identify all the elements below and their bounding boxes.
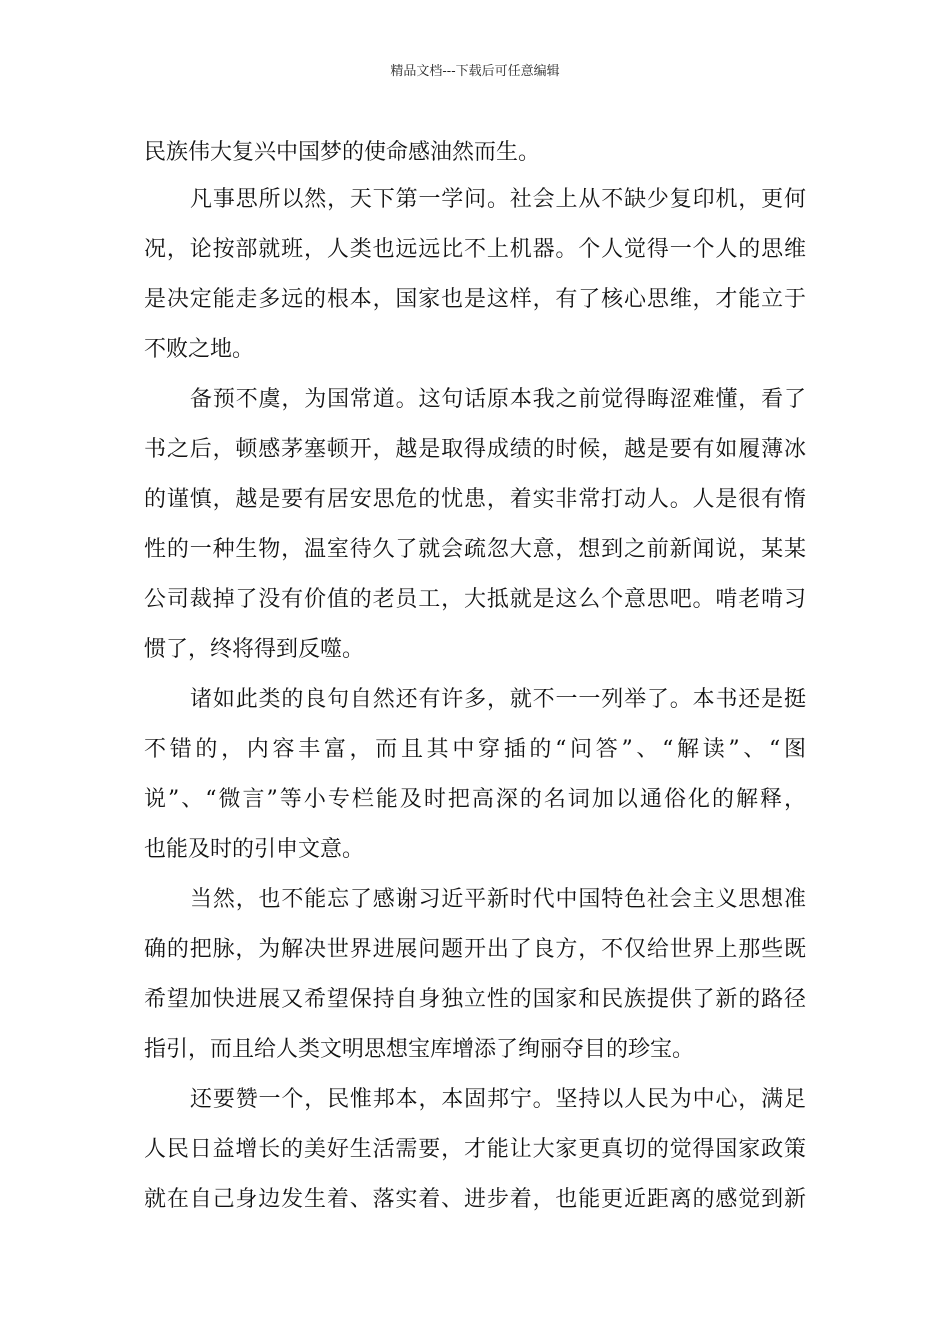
text-line: 说”、“微言”等小专栏能及时把高深的名词加以通俗化的解释， xyxy=(144,787,806,812)
text-line: 当然，也不能忘了感谢习近平新时代中国特色社会主义思想准 xyxy=(190,887,806,912)
text-line: 公司裁掉了没有价值的老员工，大抵就是这么个意思吧。啃老啃习 xyxy=(144,587,806,612)
text-line: 也能及时的引申文意。 xyxy=(144,837,365,862)
text-line: 况，论按部就班，人类也远远比不上机器。个人觉得一个人的思维 xyxy=(144,237,806,262)
text-line: 不错的，内容丰富，而且其中穿插的“问答”、“解读”、“图 xyxy=(144,737,806,762)
text-line: 人民日益增长的美好生活需要，才能让大家更真切的觉得国家政策 xyxy=(144,1137,806,1162)
text-line: 就在自己身边发生着、落实着、进步着，也能更近距离的感觉到新 xyxy=(144,1187,806,1212)
text-line: 备预不虞，为国常道。这句话原本我之前觉得晦涩难懂，看了 xyxy=(190,387,806,412)
text-line: 还要赞一个，民惟邦本，本固邦宁。坚持以人民为中心，满足 xyxy=(190,1087,806,1112)
page-header: 精品文档---下载后可任意编辑 xyxy=(390,64,560,79)
text-line: 书之后，顿感茅塞顿开，越是取得成绩的时候，越是要有如履薄冰 xyxy=(144,437,806,462)
text-line: 性的一种生物，温室待久了就会疏忽大意，想到之前新闻说，某某 xyxy=(144,537,806,562)
text-line: 确的把脉，为解决世界进展问题开出了良方，不仅给世界上那些既 xyxy=(144,937,806,962)
text-line: 是决定能走多远的根本，国家也是这样，有了核心思维，才能立于 xyxy=(144,287,806,312)
text-line: 指引，而且给人类文明思想宝库增添了绚丽夺目的珍宝。 xyxy=(144,1037,695,1062)
text-line: 不败之地。 xyxy=(144,337,255,362)
text-line: 希望加快进展又希望保持自身独立性的国家和民族提供了新的路径 xyxy=(144,987,806,1012)
text-line: 的谨慎，越是要有居安思危的忧患，着实非常打动人。人是很有惰 xyxy=(144,487,806,512)
text-line: 惯了，终将得到反噬。 xyxy=(144,637,365,662)
text-line: 民族伟大复兴中国梦的使命感油然而生。 xyxy=(144,140,541,165)
text-line: 凡事思所以然，天下第一学问。社会上从不缺少复印机，更何 xyxy=(190,187,806,212)
text-line: 诸如此类的良句自然还有许多，就不一一列举了。本书还是挺 xyxy=(190,687,806,712)
